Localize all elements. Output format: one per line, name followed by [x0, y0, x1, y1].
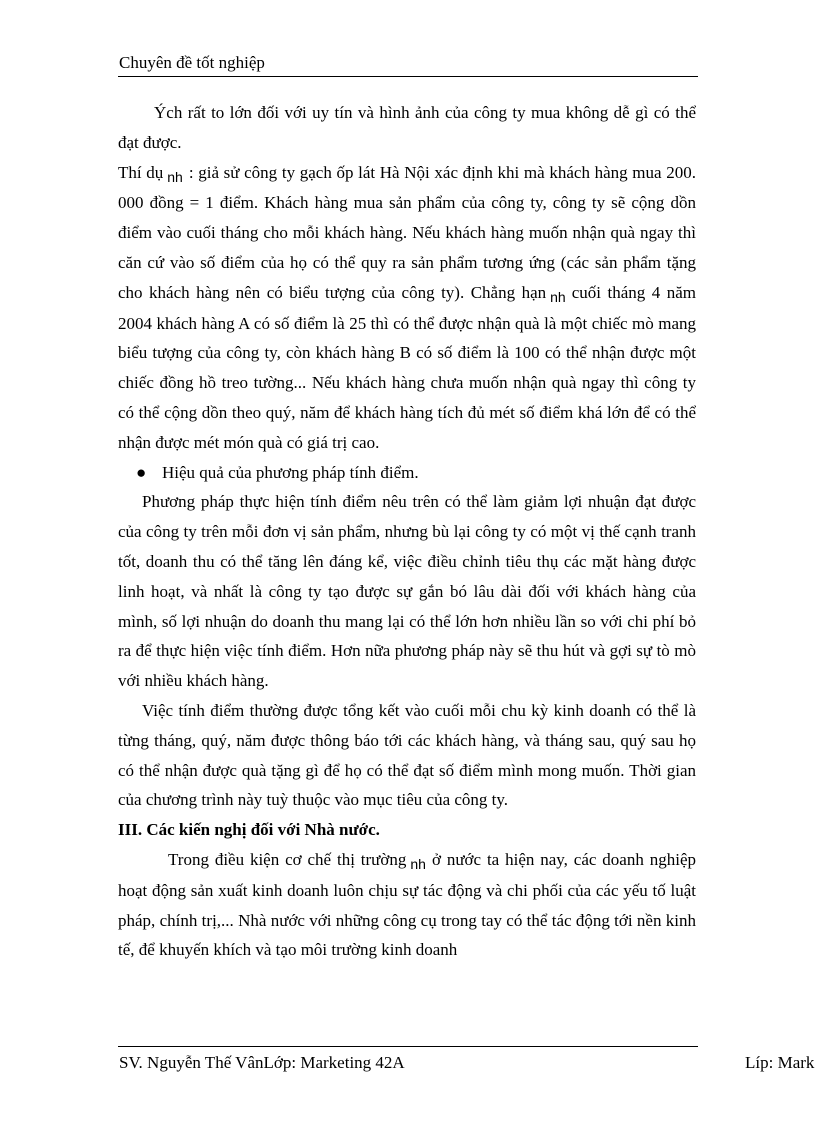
- nh-mark: nh: [410, 855, 426, 872]
- bullet-icon: ●: [136, 462, 147, 482]
- document-body: [118, 98, 696, 965]
- footer-student-info: SV. Nguyễn Thế VânLớp: Marketing 42A: [119, 1053, 405, 1072]
- footer-divider: [118, 1046, 698, 1047]
- paragraph-example: [118, 158, 696, 458]
- paragraph-scoring-period: Việc tính điểm thường được tổng kết vào cuối mỗi chu kỳ kinh doanh có thể là từng tháng, quý, năm được thông báo tới các khách hàng, và tháng sau, quý sau họ có thể nhận được quà tặng gì để họ có thể đạt số điểm mình mong muốn. Thời gian của chương trình này tuỳ thuộc vào mục tiêu của công ty.: [118, 700, 696, 810]
- example-text-1: : giả sử công ty gạch ốp lát Hà Nội xác định khi mà khách hàng mua 200. 000 đồng = 1 điểm. Khách hàng mua sản phẩm của công ty, công ty sẽ cộng dồn điểm vào cuối tháng cho mỗi khách hàng. Nếu khách hàng muốn nhận quà ngay thì căn cứ vào số điểm của họ có thể quy ra sản phẩm tương ứng (các sản phẩm tặng cho khách hàng nên có biểu tượng của công ty). Chẳng hạn: [118, 162, 696, 302]
- bullet-text: Hiệu quả của phương pháp tính điểm.: [162, 462, 419, 482]
- page-header-title: Chuyên đề tốt nghiệp: [119, 53, 265, 72]
- example-text-2: cuối tháng 4 năm 2004 khách hàng A có số điểm là 25 thì có thể được nhận quà là một chiếc mò mang biểu tượng của công ty, còn khách hàng B có số điểm là 100 có thể nhận được một chiếc đồng hồ treo tường... Nếu khách hàng chưa muốn nhận quà ngay thì công ty có thể cộng dồn theo quý, năm để khách hàng tích đủ mét số điểm khá lớn để có thể nhận được mét món quà có giá trị cao.: [118, 282, 696, 452]
- paragraph-effectiveness: Phương pháp thực hiện tính điểm nêu trên có thể làm giảm lợi nhuận đạt được của công ty trên mỗi đơn vị sản phẩm, nhưng bù lại công ty có một vị thế cạnh tranh tốt, doanh thu có thể tăng lên đáng kể, việc điều chỉnh tiêu thụ các mặt hàng được linh hoạt, và nhất là công ty tạo được sự gắn bó lâu dài đối với khách hàng của mình, số lợi nhuận do doanh thu mang lại có thể lớn hơn nhiều lần so với chi phí bỏ ra để thực hiện việc tính điểm. Hơn nữa phương pháp này sẽ thu hút và gợi sự tò mò với nhiều khách hàng.: [118, 492, 696, 691]
- nh-mark: nh: [167, 168, 183, 185]
- header-divider: [118, 76, 698, 77]
- recommendation-text-1: Trong điều kiện cơ chế thị trường: [168, 849, 407, 869]
- nh-mark: nh: [550, 288, 566, 305]
- footer-class-info: Líp: Mark: [745, 1053, 815, 1072]
- section-heading: III. Các kiến nghị đối với Nhà nước.: [118, 820, 380, 840]
- paragraph-recommendations: [118, 845, 696, 965]
- bullet-item: [118, 458, 696, 488]
- example-lead: Thí dụ: [118, 162, 164, 182]
- paragraph-intro: Ých rất to lớn đối với uy tín và hình ảnh của công ty mua không dễ gì có thể đạt được.: [118, 103, 696, 152]
- recommendation-text-2: ở nước ta hiện nay, các doanh nghiệp hoạt động sản xuất kinh doanh luôn chịu sự tác động và chi phối của các yếu tố luật pháp, chính trị,... Nhà nước với những công cụ trong tay có thể tác động tới nền kinh tế, để khuyến khích và tạo môi trường kinh doanh: [118, 849, 696, 960]
